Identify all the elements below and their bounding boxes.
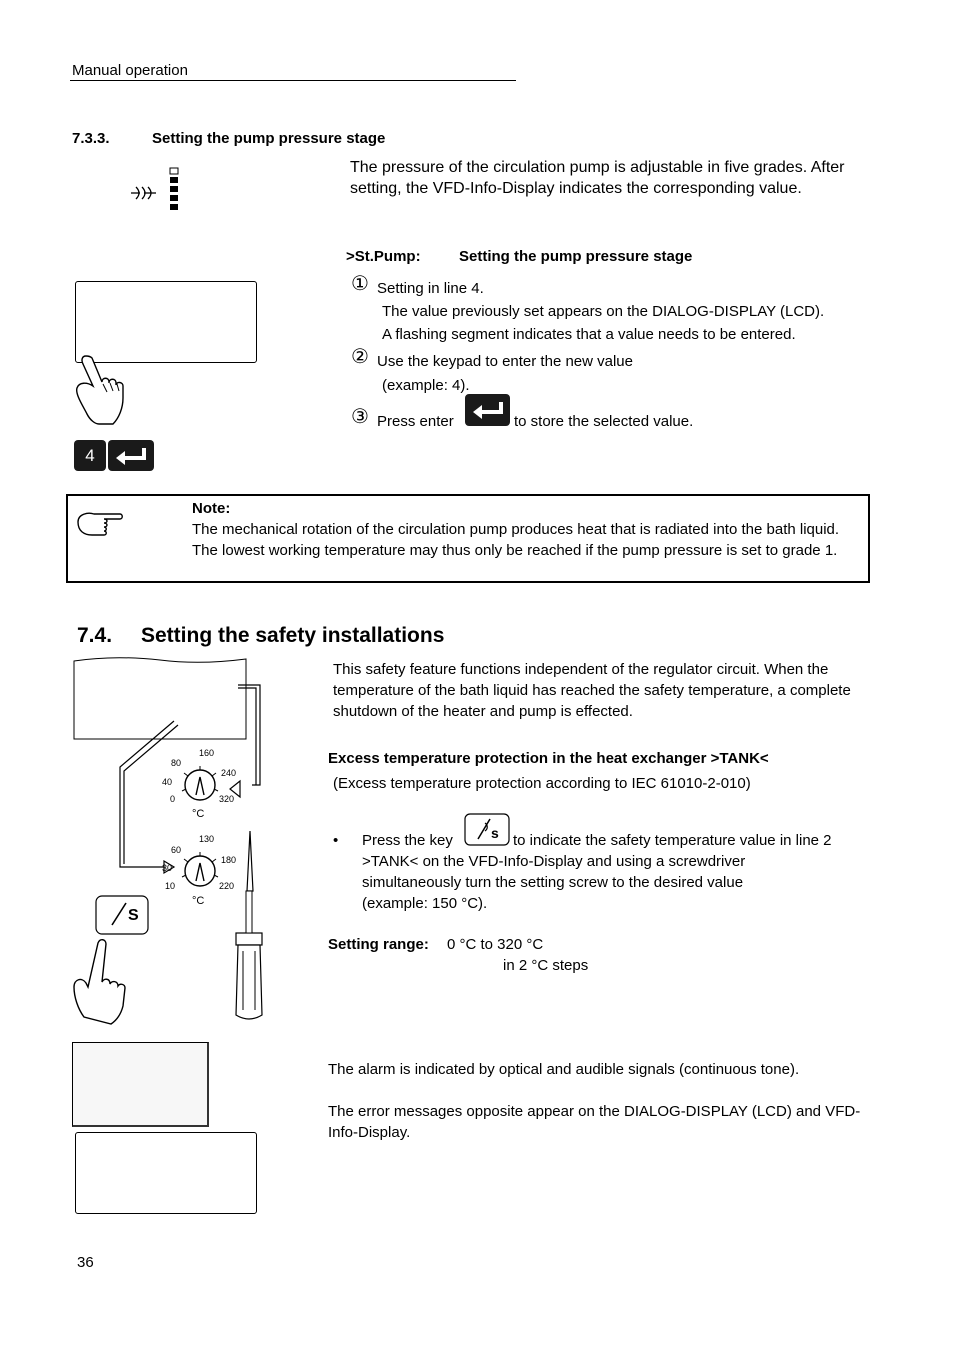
dial1-label-0: 0	[170, 794, 176, 804]
safety-dial-illustration	[70, 655, 270, 1025]
pump-intro-text: The pressure of the circulation pump is adjustable in five grades. After setting, the VFD-Info-Display indicates the corresponding value.	[350, 159, 845, 197]
dial1-label-240: 240	[221, 768, 237, 778]
svg-text:s: s	[491, 825, 499, 841]
enter-arrow-icon	[114, 446, 148, 466]
step-2-detail-1: (example: 4).	[382, 377, 470, 394]
dial2-label-60: 60	[171, 845, 182, 855]
bullet-line-4: (example: 150 °C).	[362, 895, 488, 912]
dial2-label-30: 30	[162, 863, 173, 873]
dial2-unit: °C	[192, 895, 205, 907]
step-1-detail-2: A flashing segment indicates that a value needs to be entered.	[382, 326, 796, 343]
step-1-detail-1: The value previously set appears on the DIALOG-DISPLAY (LCD).	[382, 303, 825, 320]
alarm-text: The alarm is indicated by optical and audible signals (continuous tone).	[328, 1061, 800, 1078]
dial1-label-80: 80	[171, 758, 182, 768]
enter-arrow-icon	[471, 400, 505, 420]
section-74-title: Setting the safety installations	[141, 624, 445, 647]
dialog-display-lcd	[75, 1132, 257, 1214]
section-74-number: 7.4.	[77, 624, 113, 647]
param-code: >St.Pump:	[346, 248, 421, 265]
pointing-hand-icon	[70, 352, 130, 428]
dial1-label-320: 320	[219, 794, 235, 804]
bullet-line-3: simultaneously turn the setting screw to the desired value	[362, 874, 744, 891]
dial2-label-130: 130	[199, 834, 215, 844]
dial1-unit: °C	[192, 808, 205, 820]
lcd-display	[75, 281, 257, 363]
vfd-info-display	[72, 1042, 209, 1127]
excess-subheading: (Excess temperature protection according to IEC 61010-2-010)	[333, 775, 751, 792]
bullet-line-2: >TANK< on the VFD-Info-Display and using a screwdriver	[362, 853, 746, 870]
bullet-dot: •	[333, 832, 339, 849]
error-text: The error messages opposite appear on the DIALOG-DISPLAY (LCD) and VFD-Info-Display.	[328, 1103, 861, 1141]
step-3-text-after: to store the selected value.	[514, 413, 694, 430]
pump-pressure-icon	[128, 166, 188, 218]
step-2-marker: ②	[351, 346, 369, 368]
page-number: 36	[77, 1254, 94, 1271]
excess-heading: Excess temperature protection in the heat exchanger >TANK<	[328, 750, 769, 767]
step-1-text: Setting in line 4.	[377, 280, 484, 297]
pointing-finger-icon	[76, 510, 124, 536]
inline-enter-key-icon	[465, 394, 510, 426]
section-number: 7.3.3.	[72, 130, 110, 147]
param-title: Setting the pump pressure stage	[459, 248, 693, 265]
key-4-label: 4	[85, 445, 95, 465]
bullet-text-after: to indicate the safety temperature value in line 2	[513, 832, 832, 849]
key-s-label: S	[128, 907, 139, 924]
dial2-label-180: 180	[221, 855, 237, 865]
safety-intro-text: This safety feature functions independent of the regulator circuit. When the temperature of the bath liquid has reached the safety temperature, a complete shutdown of the heater and pump is effected.	[333, 661, 851, 720]
dial1-label-160: 160	[199, 748, 215, 758]
step-3-text-before: Press enter	[377, 413, 454, 430]
setting-range-label: Setting range:	[328, 936, 429, 953]
dial2-label-220: 220	[219, 881, 235, 891]
enter-key-button[interactable]	[108, 440, 154, 471]
setting-range-steps: in 2 °C steps	[503, 957, 589, 974]
section-title: Setting the pump pressure stage	[152, 130, 386, 147]
dial2-label-10: 10	[165, 881, 176, 891]
key-4-button[interactable]	[74, 440, 106, 471]
header-rule	[70, 80, 516, 81]
step-3-marker: ③	[351, 406, 369, 428]
bullet-text-before: Press the key	[362, 832, 453, 849]
running-header: Manual operation	[72, 62, 188, 79]
note-text: The mechanical rotation of the circulation pump produces heat that is radiated into the bath liquid. The lowest working temperature may thus only be reached if the pump pressure is set to grade 1.	[192, 521, 840, 559]
step-1-marker: ①	[351, 273, 369, 295]
safety-key-icon	[464, 813, 510, 846]
step-2-text: Use the keypad to enter the new value	[377, 353, 633, 370]
dial1-label-40: 40	[162, 777, 173, 787]
note-label: Note:	[192, 500, 231, 517]
setting-range-value: 0 °C to 320 °C	[447, 936, 544, 953]
